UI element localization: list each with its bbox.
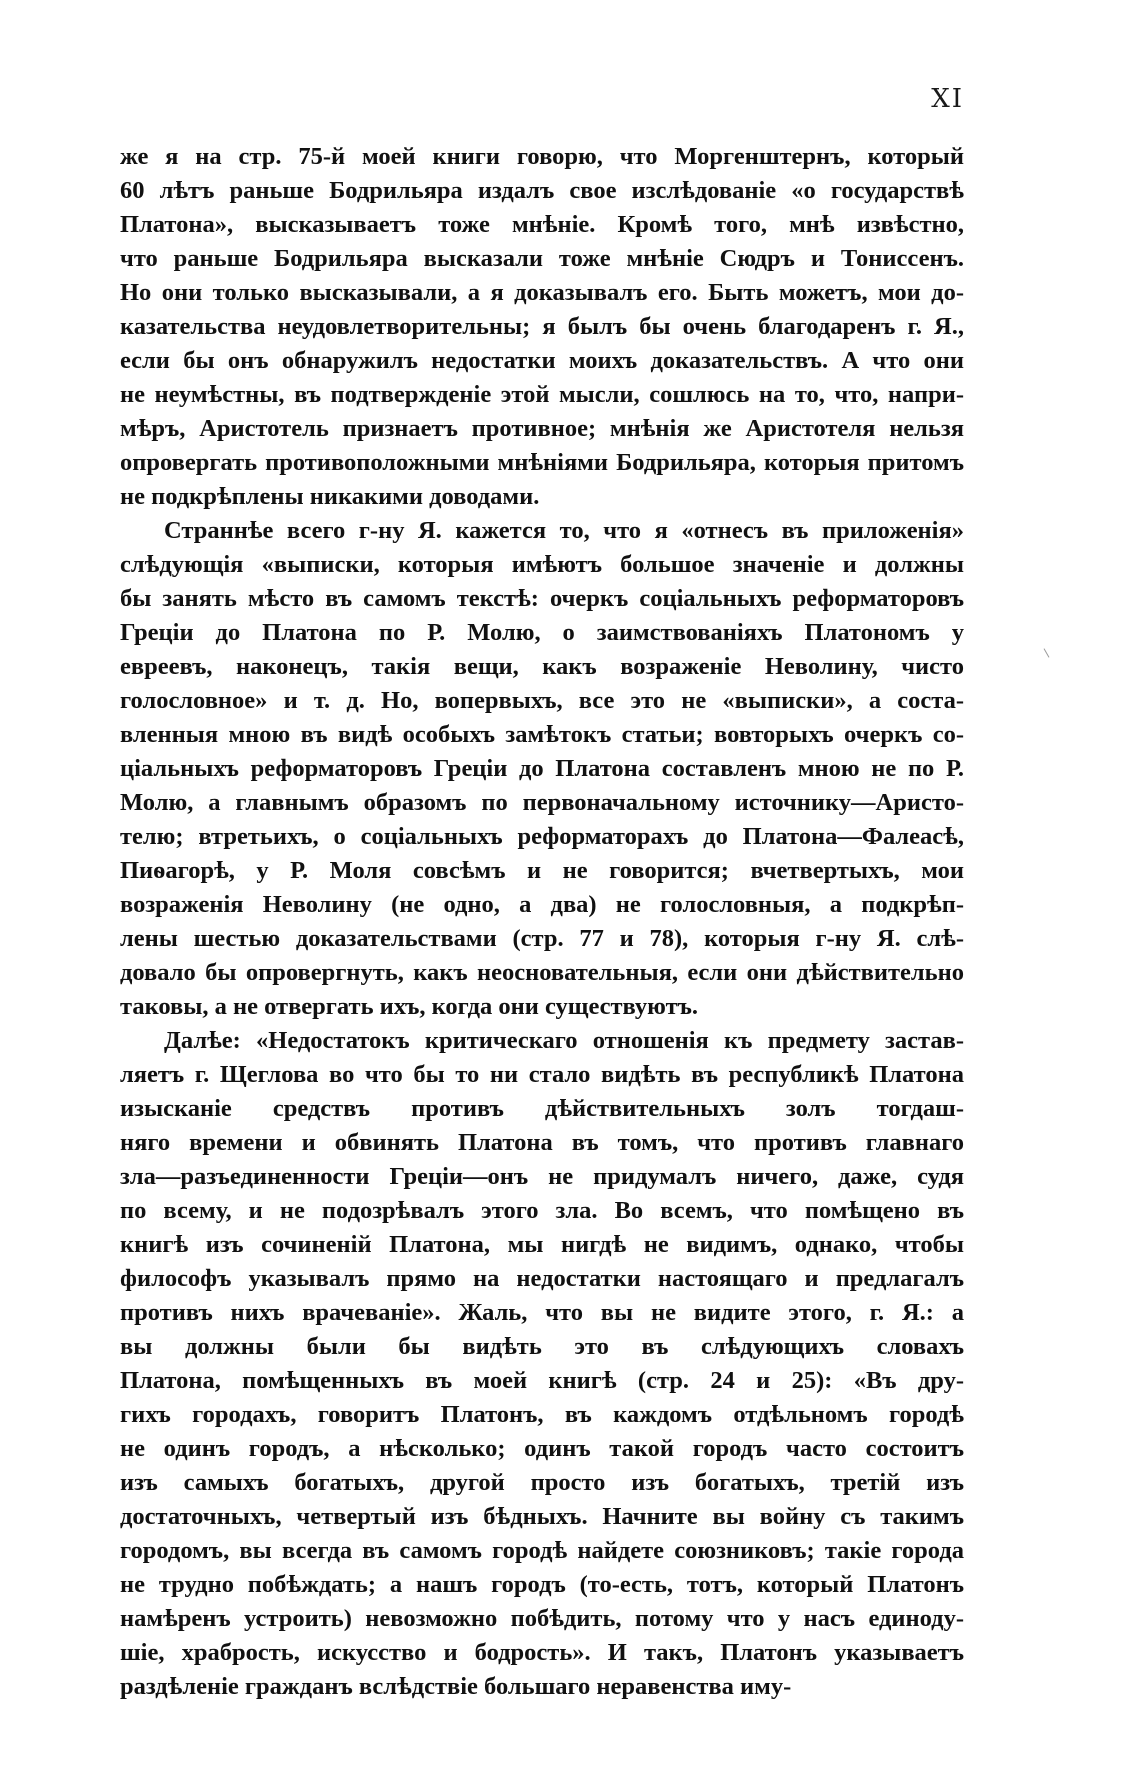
text-line: не одинъ городъ, а нѣсколько; одинъ такой городъ часто состоитъ (120, 1435, 964, 1462)
text-line: не подкрѣплены никакими доводами. (120, 483, 540, 510)
text-line: няго времени и обвинять Платона въ томъ, что противъ главнаго (120, 1129, 964, 1156)
text-line: гихъ городахъ, говоритъ Платонъ, въ каждомъ отдѣльномъ городѣ (120, 1401, 964, 1428)
text-line: бы занять мѣсто въ самомъ текстѣ: очеркъ соціальныхъ реформаторовъ (120, 585, 964, 612)
text-line: таковы, а не отвергать ихъ, когда они существуютъ. (120, 993, 699, 1020)
text-line: изъ самыхъ богатыхъ, другой просто изъ богатыхъ, третій изъ (120, 1469, 964, 1496)
text-line: же я на стр. 75-й моей книги говорю, что Моргенштернъ, который (120, 143, 964, 170)
text-line: не неумѣстны, въ подтвержденіе этой мысли, сошлюсь на то, что, напри- (120, 381, 964, 408)
paragraph (120, 514, 964, 1024)
text-line: возраженія Неволину (не одно, а два) не голословныя, а подкрѣп- (120, 891, 964, 918)
text-line: ціальныхъ реформаторовъ Греціи до Платона составленъ мною не по Р. (120, 755, 964, 782)
text-line: противъ нихъ врачеваніе». Жаль, что вы не видите этого, г. Я.: а (120, 1299, 964, 1326)
text-line: изысканіе средствъ противъ дѣйствительныхъ золъ тогдаш- (120, 1095, 964, 1122)
text-line: лены шестью доказательствами (стр. 77 и 78), которыя г-ну Я. слѣ- (120, 925, 964, 952)
paragraph (120, 140, 964, 514)
text-line: слѣдующія «выписки, которыя имѣютъ большое значеніе и должны (120, 551, 964, 578)
text-line: Платона», высказываетъ тоже мнѣніе. Кромѣ того, мнѣ извѣстно, (120, 211, 964, 238)
text-line: Молю, а главнымъ образомъ по первоначальному источнику—Аристо- (120, 789, 964, 816)
text-line: вы должны были бы видѣть это въ слѣдующихъ словахъ (120, 1333, 964, 1360)
stray-mark (1044, 648, 1050, 657)
text-line: Пиѳагорѣ, у Р. Моля совсѣмъ и не говорится; вчетвертыхъ, мои (120, 857, 964, 884)
text-line: достаточныхъ, четвертый изъ бѣдныхъ. Начните вы войну съ такимъ (120, 1503, 964, 1530)
text-line: ляетъ г. Щеглова во что бы то ни стало видѣть въ республикѣ Платона (120, 1061, 964, 1088)
text-line: намѣренъ устроить) невозможно побѣдить, потому что у насъ единоду- (120, 1605, 964, 1632)
text-line: мѣръ, Аристотель признаетъ противное; мнѣнія же Аристотеля нельзя (120, 415, 964, 442)
text-line: вленныя мною въ видѣ особыхъ замѣтокъ статьи; вовторыхъ очеркъ со- (120, 721, 964, 748)
text-line: по всему, и не подозрѣвалъ этого зла. Во всемъ, что помѣщено въ (120, 1197, 964, 1224)
text-line: опровергать противоположными мнѣніями Бодрильяра, которыя притомъ (120, 449, 964, 476)
text-line: шіе, храбрость, искусство и бодрость». И такъ, Платонъ указываетъ (120, 1639, 964, 1666)
text-line: философъ указывалъ прямо на недостатки настоящаго и предлагалъ (120, 1265, 964, 1292)
text-line: книгѣ изъ сочиненій Платона, мы нигдѣ не видимъ, однако, чтобы (120, 1231, 964, 1258)
text-line: Страннѣе всего г-ну Я. кажется то, что я «отнесъ въ приложенія» (164, 517, 964, 544)
text-line: голословное» и т. д. Но, вопервыхъ, все это не «выписки», а соста- (120, 687, 964, 714)
text-line: зла—разъединенности Греціи—онъ не придумалъ ничего, даже, судя (120, 1163, 964, 1190)
text-line: 60 лѣтъ раньше Бодрильяра издалъ свое изслѣдованіе «о государствѣ (120, 177, 964, 204)
text-line: казательства неудовлетворительны; я былъ бы очень благодаренъ г. Я., (120, 313, 964, 340)
text-body (120, 140, 964, 1704)
text-line: евреевъ, наконецъ, такія вещи, какъ возраженіе Неволину, чисто (120, 653, 964, 680)
page-number: XI (931, 84, 964, 114)
text-line: Платона, помѣщенныхъ въ моей книгѣ (стр. 24 и 25): «Въ дру- (120, 1367, 964, 1394)
paragraph (120, 1024, 964, 1704)
text-line: Далѣе: «Недостатокъ критическаго отношенія къ предмету застав- (164, 1027, 964, 1054)
text-line: не трудно побѣждать; а нашъ городъ (то-есть, тотъ, который Платонъ (120, 1571, 964, 1598)
text-line: довало бы опровергнуть, какъ неосновательныя, если они дѣйствительно (120, 959, 964, 986)
text-line: Но они только высказывали, а я доказывалъ его. Быть можетъ, мои до- (120, 279, 964, 306)
text-line: Греціи до Платона по Р. Молю, о заимствованіяхъ Платономъ у (120, 619, 964, 646)
text-line: что раньше Бодрильяра высказали тоже мнѣніе Сюдръ и Тониссенъ. (120, 245, 964, 272)
text-line: телю; втретьихъ, о соціальныхъ реформаторахъ до Платона—Фалеасѣ, (120, 823, 964, 850)
text-line: раздѣленіе гражданъ вслѣдствіе большаго неравенства иму- (120, 1673, 792, 1700)
text-line: если бы онъ обнаружилъ недостатки моихъ доказательствъ. А что они (120, 347, 964, 374)
text-line: городомъ, вы всегда въ самомъ городѣ найдете союзниковъ; такіе города (120, 1537, 964, 1564)
